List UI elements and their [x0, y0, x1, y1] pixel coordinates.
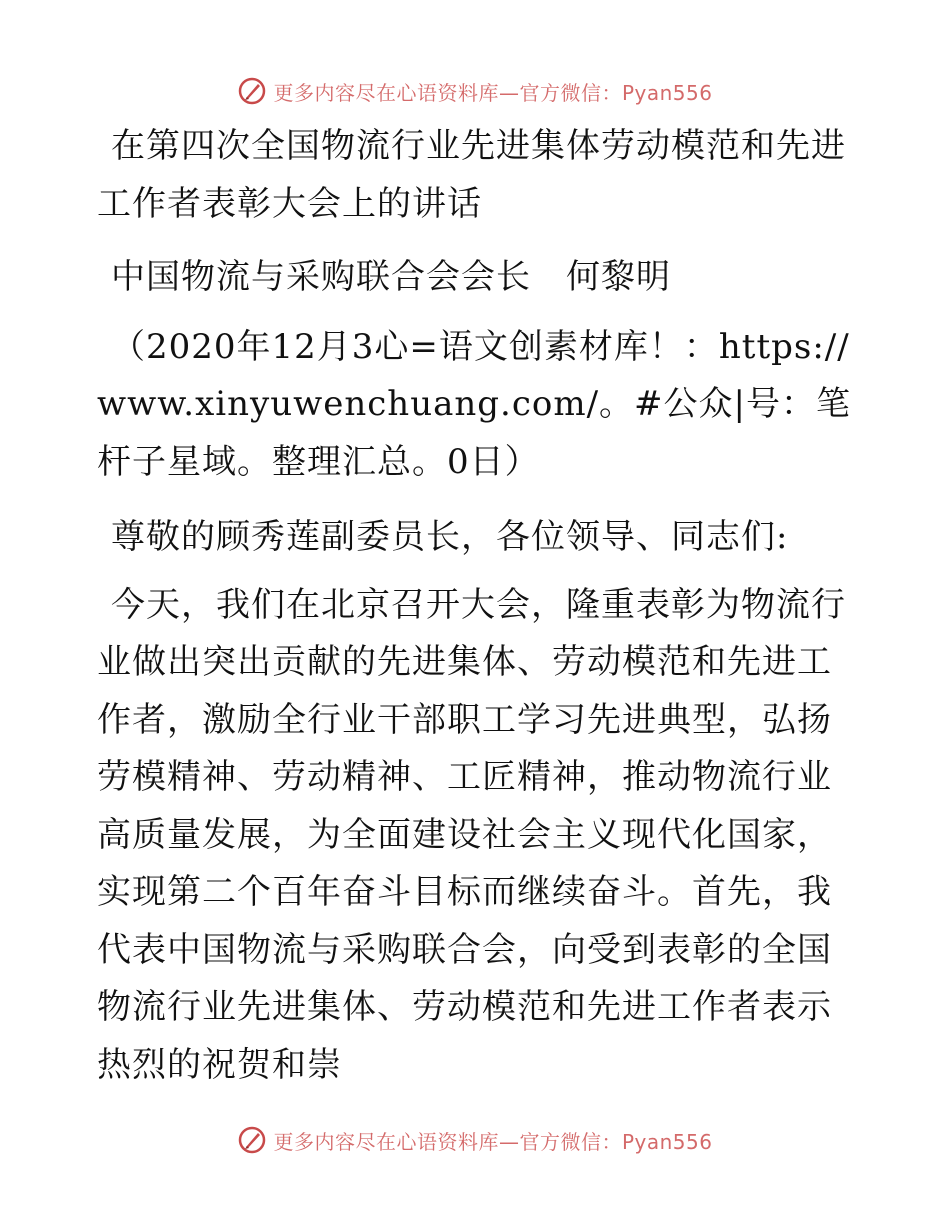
date-line: （2020年12月3心=语文创素材库！：https://www.xinyuwenchuang.com/。#公众|号：笔杆子星域。整理汇总。0日） [97, 326, 851, 482]
document-title: 在第四次全国物流行业先进集体劳动模范和先进工作者表彰大会上的讲话 [97, 126, 846, 224]
salutation: 尊敬的顾秀莲副委员长，各位领导、同志们: [111, 517, 789, 557]
watermark-banner-bottom [0, 1120, 950, 1160]
watermark-text: 更多内容尽在心语资料库—官方微信：Pyan556 [273, 1129, 713, 1154]
watermark-text: 更多内容尽在心语资料库—官方微信：Pyan556 [273, 80, 713, 105]
quill-pen-logo-icon [237, 76, 267, 106]
watermark-banner-top [0, 71, 950, 111]
author-line: 中国物流与采购联合会会长 何黎明 [111, 257, 671, 297]
body-paragraph: 今天，我们在北京召开大会，隆重表彰为物流行业做出突出贡献的先进集体、劳动模范和先进工作者，激励全行业干部职工学习先进典型，弘扬劳模精神、劳动精神、工匠精神，推动物流行业高质量发展，为全面建设社会主义现代化国家，实现第二个百年奋斗目标而继续奋斗。首先，我代表中国物流与采购联合会，向受到表彰的全国物流行业先进集体、劳动模范和先进工作者表示热烈的祝贺和崇 [97, 584, 846, 1085]
document-body [97, 118, 857, 1108]
quill-pen-logo-icon [237, 1125, 267, 1155]
